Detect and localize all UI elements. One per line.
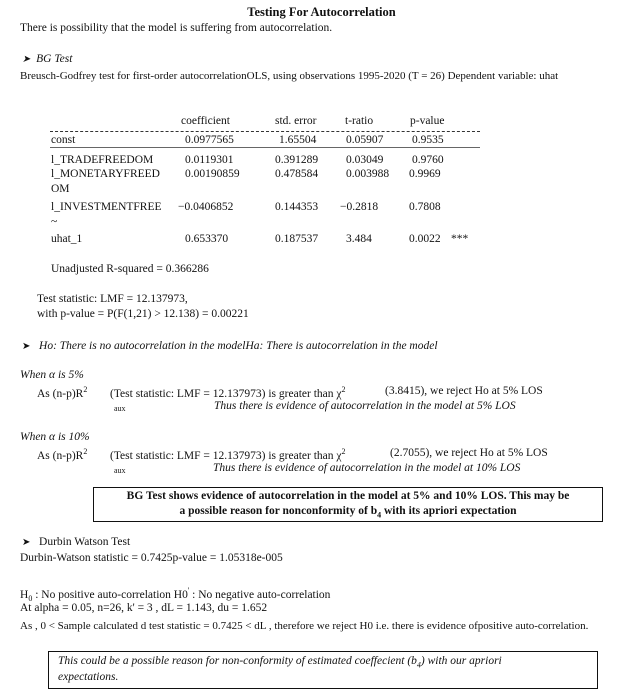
alpha-5-aux: aux (114, 404, 126, 413)
hypothesis-text: Ho: There is no autocorrelation in the modelHa: There is autocorrelation in the model (39, 340, 438, 352)
chi-sup: 2 (341, 385, 346, 394)
arrow-bullet-icon: ➤ (22, 537, 31, 548)
row-std-error: 0.187537 (275, 233, 319, 245)
alpha-10-aux: aux (114, 466, 126, 475)
significance-stars: *** (451, 233, 469, 245)
h0-desc: : No positive auto-correlation H0 (32, 588, 188, 601)
table-header-std-error: std. error (275, 115, 317, 127)
row-coefficient: 0.00190859 (185, 168, 240, 180)
row-t-ratio: 3.484 (346, 233, 372, 245)
statistic-text: (Test statistic: LMF = 12.137973) is greater than χ (110, 449, 342, 462)
line1-text-a: This could be a possible reason for non-conformity of estimated coeffecient (b (58, 655, 417, 667)
row-p-value: 0.9760 (412, 154, 444, 166)
h0-text: H (20, 588, 29, 601)
row-coefficient: −0.0406852 (178, 201, 234, 213)
table-top-divider (50, 131, 480, 132)
alpha-5-conclusion: Thus there is evidence of autocorrelation in the model at 5% LOS (214, 400, 516, 412)
row-std-error: 0.478584 (275, 168, 319, 180)
bg-test-description: Breusch-Godfrey test for first-order autocorrelationOLS, using observations 1995-2020 (T = 26) Dependent variable: uhat (20, 70, 559, 82)
p-value-line: with p-value = P(F(1,21) > 12.138) = 0.00221 (37, 308, 249, 320)
dw-hypotheses (20, 586, 330, 603)
alpha-5-result: (3.8415), we reject Ho at 5% LOS (385, 385, 543, 397)
intro-text: There is possibility that the model is suffering from autocorrelation. (20, 22, 333, 34)
row-name: uhat_1 (51, 233, 83, 245)
row-coefficient: 0.653370 (185, 233, 229, 245)
dw-alpha: At alpha = 0.05, n=26, k' = 3 , dL = 1.143, du = 1.652 (20, 602, 268, 614)
alpha-10-conclusion: Thus there is evidence of autocorrelation in the model at 10% LOS (213, 462, 521, 474)
row-p-value: 0.0022 (409, 233, 441, 245)
bg-test-label: BG Test (36, 53, 73, 65)
h0-prime: ' (187, 586, 190, 595)
alpha-10-result: (2.7055), we reject Ho at 5% LOS (390, 447, 548, 459)
dw-box-line1 (58, 655, 502, 669)
line1-sub: 4 (416, 660, 421, 670)
bg-test-heading (22, 53, 72, 65)
alpha-5-heading: When α is 5% (20, 369, 84, 381)
alpha-10-statistic (110, 447, 345, 462)
chi-sup: 2 (341, 447, 346, 456)
as-text: As (n-p)R (37, 387, 84, 400)
hypothesis-line (22, 340, 438, 352)
row-name: l_TRADEFREEDOM (51, 154, 154, 166)
dw-box-line2: expectations. (58, 671, 119, 683)
r-squared: Unadjusted R-squared = 0.366286 (51, 263, 209, 275)
test-statistic: Test statistic: LMF = 12.137973, (37, 293, 188, 305)
dw-conclusion: As , 0 < Sample calculated d test statistic = 0.7425 < dL , therefore we reject H0 i.e. there is evidence ofpositive auto-correlation. (20, 620, 589, 632)
arrow-bullet-icon: ➤ (22, 54, 31, 65)
row-std-error: 1.65504 (279, 134, 317, 146)
alpha-5-as (37, 385, 87, 400)
row-name-continued: ~ (51, 216, 58, 228)
table-header-t-ratio: t-ratio (345, 115, 374, 127)
row-t-ratio: 0.05907 (346, 134, 384, 146)
dw-statistic: Durbin-Watson statistic = 0.7425p-value = 1.05318e-005 (20, 552, 283, 564)
row-underline (50, 147, 480, 148)
bg-conclusion-line2 (94, 505, 602, 519)
row-p-value: 0.9969 (409, 168, 441, 180)
row-name: l_MONETARYFREED (51, 168, 160, 180)
line1-text-b: ) with our apriori (420, 655, 502, 667)
alpha-10-heading: When α is 10% (20, 431, 90, 443)
table-header-coefficient: coefficient (181, 115, 230, 127)
as-sup: 2 (83, 447, 88, 456)
row-coefficient: 0.0119301 (185, 154, 234, 166)
row-p-value: 0.7808 (409, 201, 441, 213)
row-name: l_INVESTMENTFREE (51, 201, 162, 213)
statistic-text: (Test statistic: LMF = 12.137973) is greater than χ (110, 387, 342, 400)
row-std-error: 0.391289 (275, 154, 319, 166)
row-t-ratio: −0.2818 (340, 201, 379, 213)
as-sup: 2 (83, 385, 88, 394)
row-name-continued: OM (51, 183, 70, 195)
dw-conclusion-box (48, 651, 598, 689)
row-t-ratio: 0.03049 (346, 154, 384, 166)
row-coefficient: 0.0977565 (185, 134, 234, 146)
arrow-bullet-icon: ➤ (22, 341, 31, 352)
dw-heading-text: Durbin Watson Test (39, 536, 131, 548)
row-std-error: 0.144353 (275, 201, 319, 213)
row-t-ratio: 0.003988 (346, 168, 390, 180)
h0-alt: : No negative auto-correlation (189, 588, 331, 601)
line2-text-a: a possible reason for nonconformity of b (179, 505, 378, 517)
row-name: const (51, 134, 76, 146)
page-title: Testing For Autocorrelation (247, 5, 396, 19)
alpha-5-statistic (110, 385, 345, 400)
bg-conclusion-line1: BG Test shows evidence of autocorrelation in the model at 5% and 10% LOS. This may be (126, 490, 570, 502)
as-text: As (n-p)R (37, 449, 84, 462)
bg-conclusion-box (93, 487, 603, 522)
alpha-10-as (37, 447, 87, 462)
row-p-value: 0.9535 (412, 134, 444, 146)
line2-sub: 4 (377, 510, 382, 520)
line2-text-b: with its apriori expectation (381, 505, 517, 517)
dw-heading (22, 536, 130, 548)
h0-sub: 0 (28, 594, 33, 604)
table-header-p-value: p-value (410, 115, 445, 127)
